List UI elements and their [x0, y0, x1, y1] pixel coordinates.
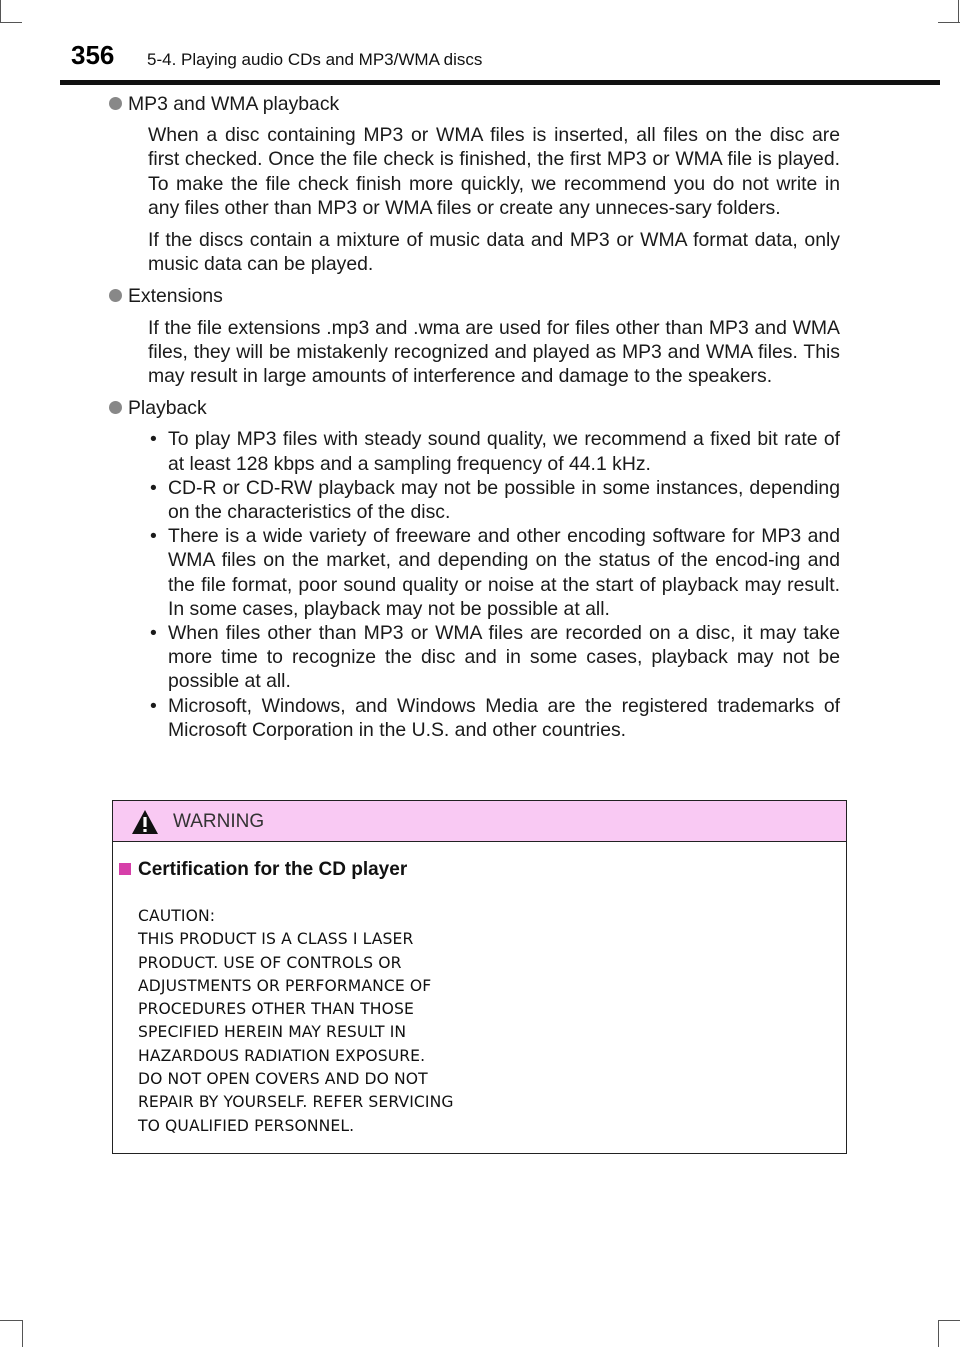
- caution-line: TO QUALIFIED PERSONNEL.: [138, 1116, 355, 1135]
- playback-list: [148, 427, 840, 742]
- bullet-dot-icon: [109, 401, 122, 414]
- page-number: 356: [71, 40, 115, 70]
- warning-triangle-icon: [131, 809, 159, 835]
- warning-label: WARNING: [173, 811, 265, 832]
- bullet-dot-icon: [109, 289, 122, 302]
- section-heading-mp3-wma: MP3 and WMA playback: [128, 92, 840, 116]
- section-heading-extensions: Extensions: [128, 284, 840, 308]
- crop-mark: [0, 1320, 22, 1321]
- caution-line: ADJUSTMENTS OR PERFORMANCE OF: [138, 976, 432, 995]
- paragraph: When a disc containing MP3 or WMA files is inserted, all files on the disc are first checked. Once the file check is finished, the first MP3 or WMA file is played. To make the file check finish more quickly, we recommend you do not write in any files other than MP3 or WMA files or create any unneces-sary folders.: [148, 124, 840, 219]
- page-header: [0, 0, 960, 88]
- header-rule: [60, 80, 940, 85]
- crop-mark: [938, 1320, 939, 1347]
- caution-label: [138, 905, 558, 1138]
- list-item: • When files other than MP3 or WMA files are recorded on a disc, it may take more time to recognize the disc and in some cases, playback may not be possible at all.: [150, 622, 840, 693]
- bullet-dot-icon: [109, 97, 122, 110]
- caution-line: THIS PRODUCT IS A CLASS Ⅰ LASER: [138, 930, 414, 949]
- caution-line: HAZARDOUS RADIATION EXPOSURE.: [138, 1046, 426, 1065]
- warning-box: [112, 800, 847, 1154]
- section-title: 5-4. Playing audio CDs and MP3/WMA discs: [147, 50, 483, 69]
- list-item: • CD-R or CD-RW playback may not be possible in some instances, depending on the characteristics of the disc.: [150, 476, 840, 524]
- cert-title: Certification for the CD player: [119, 859, 407, 881]
- main-content: [128, 92, 840, 742]
- list-item: • Microsoft, Windows, and Windows Media are the registered trademarks of Microsoft Corporation in the U.S. and other countries.: [150, 694, 840, 741]
- caution-line: CAUTION:: [138, 907, 216, 925]
- paragraph: If the discs contain a mixture of music data and MP3 or WMA format data, only music data can be played.: [148, 229, 840, 276]
- paragraph: If the file extensions .mp3 and .wma are used for files other than MP3 and WMA files, they will be mistakenly recognized and played as MP3 and WMA files. This may result in large amounts of interference and damage to the speakers.: [148, 316, 840, 388]
- list-item: • There is a wide variety of freeware and other encoding software for MP3 and WMA files on the market, and depending on the status of the encod-ing and the file format, poor sound quality or noise at the start of playback may result. In some cases, playback may not be possible at all.: [150, 525, 840, 620]
- caution-line: PRODUCT. USE OF CONTROLS OR: [138, 953, 402, 972]
- caution-line: PROCEDURES OTHER THAN THOSE: [138, 1000, 414, 1019]
- list-item: • To play MP3 files with steady sound quality, we recommend a fixed bit rate of at least 128 kbps and a sampling frequency of 44.1 kHz.: [150, 428, 840, 475]
- crop-mark: [938, 1320, 960, 1321]
- caution-line: DO NOT OPEN COVERS AND DO NOT: [138, 1070, 428, 1089]
- square-bullet-icon: [119, 863, 131, 875]
- crop-mark: [22, 1320, 23, 1347]
- caution-line: SPECIFIED HEREIN MAY RESULT IN: [138, 1023, 407, 1042]
- caution-line: REPAIR BY YOURSELF. REFER SERVICING: [138, 1093, 454, 1112]
- section-heading-playback: Playback: [128, 396, 840, 420]
- warning-header: [113, 801, 846, 842]
